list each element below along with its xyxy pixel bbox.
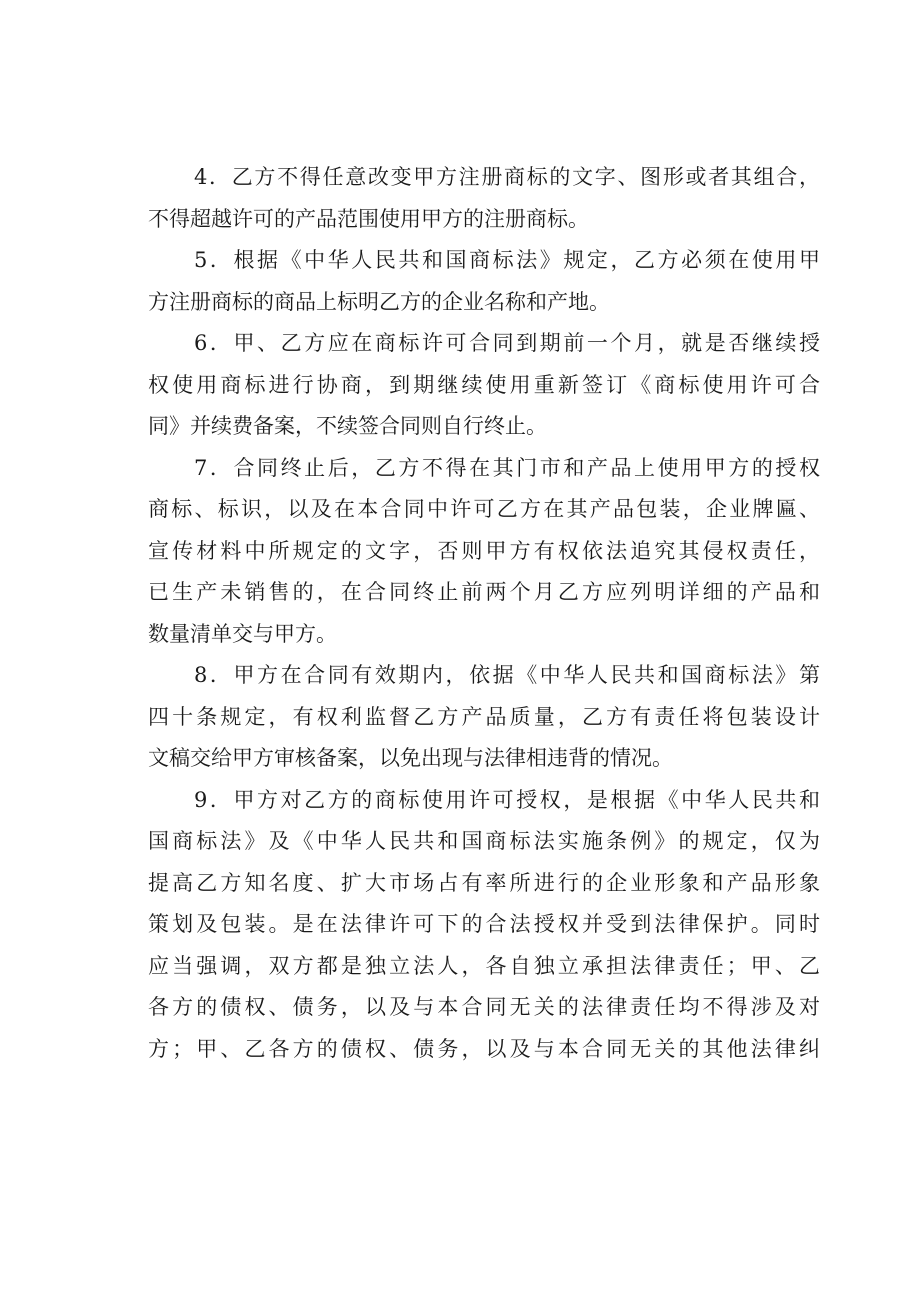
text-line: 宣传材料中所规定的文字，否则甲方有权依法追究其侵权责任， — [148, 538, 820, 563]
text-line: 9．甲方对乙方的商标使用许可授权，是根据《中华人民共和 — [194, 787, 820, 812]
text-line: 各方的债权、债务，以及与本合同无关的法律责任均不得涉及对 — [148, 995, 820, 1019]
text-line: 5．根据《中华人民共和国商标法》规定，乙方必须在使用甲 — [194, 248, 820, 272]
text-line: 应当强调，双方都是独立法人，各自独立承担法律责任；甲、乙 — [148, 953, 820, 978]
text-line: 方；甲、乙各方的债权、债务，以及与本合同无关的其他法律纠 — [148, 1036, 820, 1061]
clause-9-paragraph — [148, 780, 820, 1071]
text-line: 不得超越许可的产品范围使用甲方的注册商标。 — [148, 206, 589, 231]
text-line: 国商标法》及《中华人民共和国商标法实施条例》的规定，仅为 — [148, 829, 820, 853]
clause-5-paragraph — [148, 240, 820, 323]
clause-8-paragraph — [148, 655, 820, 780]
document-body — [148, 157, 820, 1070]
text-line: 7．合同终止后，乙方不得在其门市和产品上使用甲方的授权 — [194, 455, 820, 480]
text-line: 四十条规定，有权利监督乙方产品质量，乙方有责任将包装设计 — [148, 704, 820, 729]
clause-6-paragraph — [148, 323, 820, 448]
text-line: 已生产未销售的，在合同终止前两个月乙方应列明详细的产品和 — [148, 580, 820, 604]
text-line: 提高乙方知名度、扩大市场占有率所进行的企业形象和产品形象 — [148, 870, 820, 895]
clause-4-paragraph — [148, 157, 820, 240]
text-line: 文稿交给甲方审核备案，以免出现与法律相违背的情况。 — [148, 746, 673, 770]
clause-7-paragraph — [148, 448, 820, 656]
text-line: 8．甲方在合同有效期内，依据《中华人民共和国商标法》第 — [194, 663, 820, 687]
text-line: 方注册商标的商品上标明乙方的企业名称和产地。 — [148, 289, 610, 314]
text-line: 6．甲、乙方应在商标许可合同到期前一个月，就是否继续授 — [194, 331, 820, 355]
text-line: 数量清单交与甲方。 — [148, 621, 337, 646]
text-line: 策划及包装。是在法律许可下的合法授权并受到法律保护。同时 — [148, 912, 820, 936]
text-line: 同》并续费备案，不续签合同则自行终止。 — [148, 414, 547, 438]
text-line: 权使用商标进行协商，到期继续使用重新签订《商标使用许可合 — [148, 372, 820, 397]
text-line: 商标、标识，以及在本合同中许可乙方在其产品包装，企业牌匾、 — [148, 497, 820, 521]
text-line: 4．乙方不得任意改变甲方注册商标的文字、图形或者其组合， — [194, 165, 820, 189]
